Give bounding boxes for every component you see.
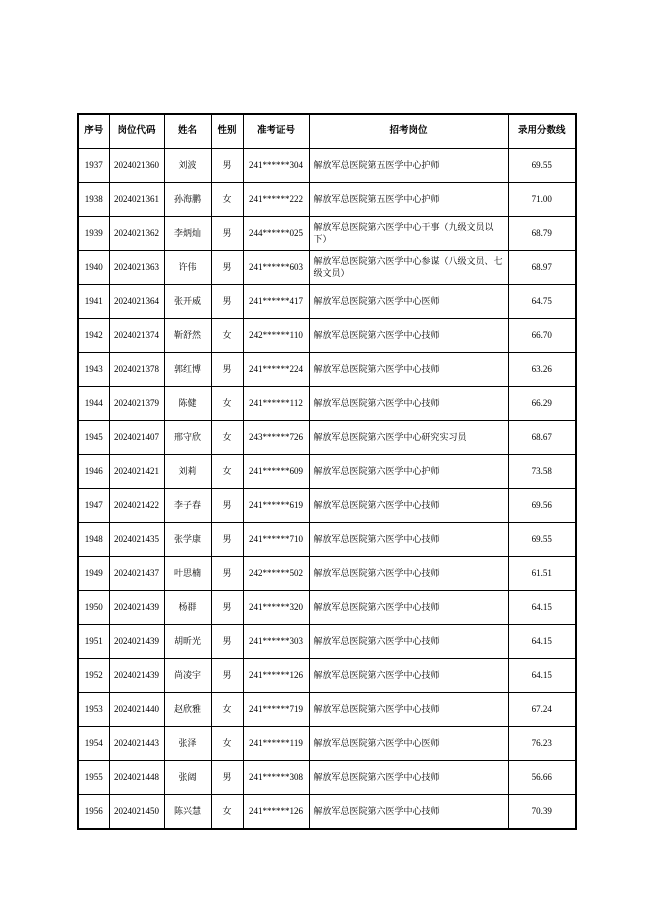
table-row [78,149,576,183]
cell-code: 2024021437 [109,557,164,591]
cell-code: 2024021439 [109,591,164,625]
cell-index: 1946 [78,455,109,489]
table-row [78,795,576,830]
cell-index: 1947 [78,489,109,523]
cell-gender: 男 [211,489,243,523]
cell-name: 邢守欣 [164,421,211,455]
cell-code: 2024021362 [109,217,164,251]
cell-name: 赵欣雅 [164,693,211,727]
cell-gender: 男 [211,523,243,557]
cell-index: 1940 [78,251,109,285]
cell-gender: 男 [211,353,243,387]
table-body [78,149,576,830]
cell-score: 64.15 [508,659,576,693]
cell-gender: 女 [211,693,243,727]
cell-exam-id: 241******222 [243,183,309,217]
cell-gender: 女 [211,387,243,421]
cell-exam-id: 241******126 [243,795,309,830]
cell-gender: 男 [211,659,243,693]
cell-name: 胡昕光 [164,625,211,659]
cell-gender: 女 [211,319,243,353]
cell-score: 68.97 [508,251,576,285]
cell-exam-id: 241******224 [243,353,309,387]
cell-code: 2024021363 [109,251,164,285]
cell-index: 1939 [78,217,109,251]
cell-index: 1948 [78,523,109,557]
cell-position: 解放军总医院第六医学中心技师 [309,761,508,795]
column-header-code: 岗位代码 [109,114,164,149]
cell-score: 69.56 [508,489,576,523]
cell-code: 2024021450 [109,795,164,830]
table-row [78,591,576,625]
cell-position: 解放军总医院第六医学中心技师 [309,795,508,830]
cell-exam-id: 241******719 [243,693,309,727]
cell-score: 67.24 [508,693,576,727]
table-row [78,251,576,285]
cell-gender: 女 [211,421,243,455]
cell-code: 2024021378 [109,353,164,387]
cell-gender: 男 [211,591,243,625]
cell-name: 叶思楠 [164,557,211,591]
cell-position: 解放军总医院第六医学中心技师 [309,319,508,353]
cell-code: 2024021360 [109,149,164,183]
cell-score: 70.39 [508,795,576,830]
cell-exam-id: 242******502 [243,557,309,591]
cell-score: 64.15 [508,625,576,659]
cell-position: 解放军总医院第六医学中心参谋（八级文员、七级文员） [309,251,508,285]
cell-score: 73.58 [508,455,576,489]
cell-name: 孙海鹏 [164,183,211,217]
cell-code: 2024021422 [109,489,164,523]
cell-gender: 男 [211,285,243,319]
cell-position: 解放军总医院第六医学中心医师 [309,727,508,761]
cell-score: 68.67 [508,421,576,455]
cell-position: 解放军总医院第六医学中心技师 [309,659,508,693]
cell-exam-id: 241******119 [243,727,309,761]
cell-exam-id: 241******112 [243,387,309,421]
cell-exam-id: 241******609 [243,455,309,489]
cell-position: 解放军总医院第六医学中心技师 [309,387,508,421]
table-row [78,285,576,319]
table-row [78,217,576,251]
cell-score: 61.51 [508,557,576,591]
cell-code: 2024021439 [109,659,164,693]
table-row [78,489,576,523]
table-row [78,183,576,217]
cell-gender: 男 [211,251,243,285]
cell-code: 2024021374 [109,319,164,353]
cell-position: 解放军总医院第五医学中心护师 [309,183,508,217]
cell-code: 2024021361 [109,183,164,217]
cell-exam-id: 242******110 [243,319,309,353]
cell-position: 解放军总医院第六医学中心技师 [309,693,508,727]
cell-position: 解放军总医院第六医学中心技师 [309,591,508,625]
cell-gender: 男 [211,625,243,659]
cell-name: 张学康 [164,523,211,557]
header-row [78,114,576,149]
cell-position: 解放军总医院第六医学中心医师 [309,285,508,319]
cell-name: 郭红博 [164,353,211,387]
column-header-position: 招考岗位 [309,114,508,149]
cell-position: 解放军总医院第六医学中心技师 [309,523,508,557]
column-header-index: 序号 [78,114,109,149]
cell-score: 76.23 [508,727,576,761]
cell-score: 63.26 [508,353,576,387]
cell-exam-id: 241******603 [243,251,309,285]
cell-index: 1942 [78,319,109,353]
cell-position: 解放军总医院第六医学中心干事（九级文员以下） [309,217,508,251]
cell-gender: 女 [211,183,243,217]
cell-name: 张泽 [164,727,211,761]
cell-position: 解放军总医院第六医学中心研究实习员 [309,421,508,455]
cell-code: 2024021440 [109,693,164,727]
table-row [78,727,576,761]
table-row [78,421,576,455]
table-row [78,455,576,489]
cell-score: 69.55 [508,149,576,183]
column-header-exam-id: 准考证号 [243,114,309,149]
cell-code: 2024021421 [109,455,164,489]
cell-gender: 女 [211,795,243,830]
table-row [78,387,576,421]
cell-index: 1951 [78,625,109,659]
table-row [78,761,576,795]
cell-position: 解放军总医院第六医学中心护师 [309,455,508,489]
cell-score: 56.66 [508,761,576,795]
cell-index: 1949 [78,557,109,591]
cell-name: 尚凌宇 [164,659,211,693]
cell-exam-id: 241******126 [243,659,309,693]
cell-exam-id: 241******417 [243,285,309,319]
cell-name: 张阔 [164,761,211,795]
cell-index: 1955 [78,761,109,795]
cell-index: 1944 [78,387,109,421]
cell-exam-id: 241******308 [243,761,309,795]
cell-index: 1954 [78,727,109,761]
cell-score: 64.15 [508,591,576,625]
cell-name: 靳舒然 [164,319,211,353]
cell-name: 刘莉 [164,455,211,489]
cell-index: 1953 [78,693,109,727]
cell-score: 69.55 [508,523,576,557]
cell-code: 2024021407 [109,421,164,455]
cell-index: 1956 [78,795,109,830]
table-row [78,625,576,659]
column-header-gender: 性别 [211,114,243,149]
cell-gender: 男 [211,557,243,591]
cell-gender: 男 [211,761,243,795]
cell-name: 李炳灿 [164,217,211,251]
cell-name: 陈健 [164,387,211,421]
cell-score: 66.29 [508,387,576,421]
cell-exam-id: 244******025 [243,217,309,251]
cell-position: 解放军总医院第六医学中心技师 [309,353,508,387]
cell-gender: 男 [211,149,243,183]
cell-code: 2024021379 [109,387,164,421]
cell-index: 1943 [78,353,109,387]
cell-index: 1937 [78,149,109,183]
cell-exam-id: 241******619 [243,489,309,523]
cell-gender: 男 [211,217,243,251]
cell-exam-id: 241******304 [243,149,309,183]
recruitment-score-table [77,113,577,830]
cell-code: 2024021439 [109,625,164,659]
cell-name: 陈兴慧 [164,795,211,830]
cell-code: 2024021448 [109,761,164,795]
cell-index: 1938 [78,183,109,217]
cell-index: 1952 [78,659,109,693]
table-row [78,659,576,693]
cell-position: 解放军总医院第六医学中心技师 [309,625,508,659]
cell-exam-id: 243******726 [243,421,309,455]
cell-name: 张开威 [164,285,211,319]
cell-index: 1945 [78,421,109,455]
cell-code: 2024021364 [109,285,164,319]
cell-exam-id: 241******303 [243,625,309,659]
table-row [78,693,576,727]
cell-score: 71.00 [508,183,576,217]
cell-exam-id: 241******320 [243,591,309,625]
table-row [78,557,576,591]
table-row [78,319,576,353]
cell-score: 68.79 [508,217,576,251]
cell-gender: 女 [211,727,243,761]
cell-name: 李子春 [164,489,211,523]
cell-index: 1941 [78,285,109,319]
cell-position: 解放军总医院第六医学中心技师 [309,489,508,523]
cell-score: 66.70 [508,319,576,353]
cell-score: 64.75 [508,285,576,319]
cell-position: 解放军总医院第六医学中心技师 [309,557,508,591]
cell-index: 1950 [78,591,109,625]
cell-name: 许伟 [164,251,211,285]
cell-name: 杨群 [164,591,211,625]
cell-code: 2024021435 [109,523,164,557]
cell-position: 解放军总医院第五医学中心护师 [309,149,508,183]
cell-exam-id: 241******710 [243,523,309,557]
column-header-score: 录用分数线 [508,114,576,149]
cell-code: 2024021443 [109,727,164,761]
cell-gender: 女 [211,455,243,489]
column-header-name: 姓名 [164,114,211,149]
table-row [78,353,576,387]
table-row [78,523,576,557]
cell-name: 刘波 [164,149,211,183]
